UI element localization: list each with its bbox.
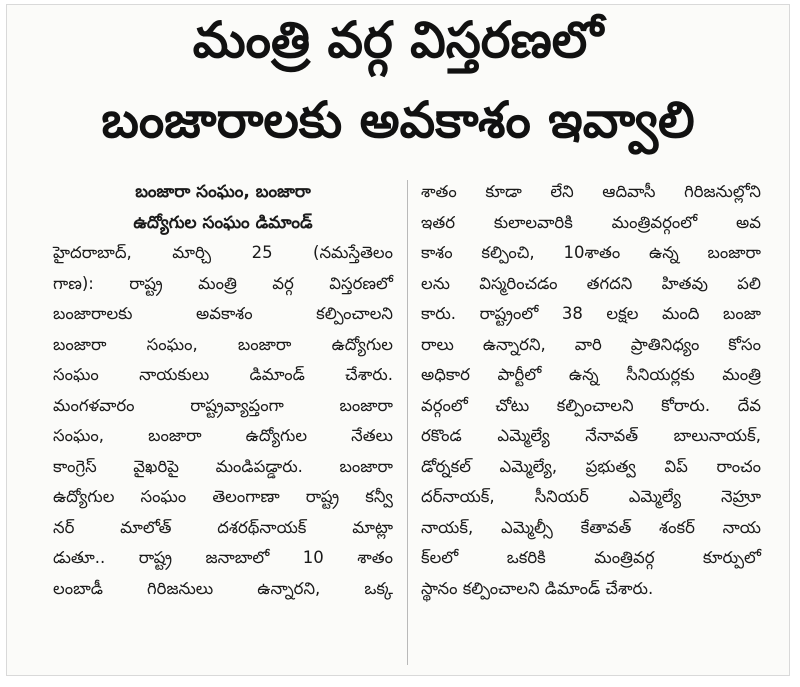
body-text-line: బంజారాలకు అవకాశం కల్పించాలని (53, 304, 393, 323)
column-divider (407, 180, 408, 665)
body-text-line: బంజారా సంఘం, బంజారా ఉద్యోగుల (53, 334, 393, 354)
body-text-line: స్థానం కల్పించాలని డిమాండ్ చేశారు. (421, 578, 654, 598)
body-text-line: కాంగ్రెస్ వైఖరిపై మండిపడ్డారు. బంజారా (53, 456, 393, 476)
body-text-line: శాతం కూడా లేని ఆదివాసీ గిరిజనుల్లోని (421, 182, 761, 201)
body-text-line: రకొండ ఎమ్మెల్యే నేనావత్ బాలునాయక్, (421, 426, 761, 445)
subheading-line-1: బంజారా సంఘం, బంజారా (135, 182, 311, 202)
body-text-line: గాణ): రాష్ట్ర మంత్రి వర్గ విస్తరణలో (53, 273, 393, 293)
body-text-line: ఉద్యోగుల సంఘం తెలంగాణా రాష్ట్ర కన్వీ (53, 487, 393, 506)
body-text-line: సంఘం నాయకులు డిమాండ్ చేశారు. (53, 365, 393, 384)
body-text-line: దర్‌నాయక్, సీనియర్ ఎమ్మెల్యే నెహ్రూ (421, 487, 761, 506)
body-text-line: మంగళవారం రాష్ట్రవ్యాప్తంగా బంజారా (53, 395, 393, 415)
subheading-line-2: ఉద్యోగుల సంఘం డిమాండ్ (133, 212, 313, 233)
body-text-line: సంఘం, బంజారా ఉద్యోగుల నేతలు (53, 426, 393, 445)
article-column-left (53, 177, 393, 604)
body-text-line: రాలు ఉన్నారని, వారి ప్రాతినిధ్యం కోసం (421, 334, 761, 354)
body-text-line: ఇతర కులాలవారికి మంత్రివర్గంలో అవ (421, 212, 761, 232)
body-text-line: కాశం కల్పించి, 10శాతం ఉన్న బంజారా (421, 243, 761, 262)
body-text-line: లను విస్మరించడం తగదని హితవు పలి (421, 273, 761, 293)
body-text-line: నర్ మాలోత్ దశరథ్‌నాయక్ మాట్లా (53, 517, 393, 537)
body-text-line: లంబాడీ గిరిజనులు ఉన్నారని, ఒక్క (53, 578, 393, 598)
body-text-line: అధికార పార్టీలో ఉన్న సీనియర్లకు మంత్రి (421, 365, 761, 384)
body-text-line: నాయక్, ఎమ్మెల్సీ కేతావత్ శంకర్ నాయ (421, 517, 761, 537)
body-text-line: డోర్నకల్ ఎమ్మెల్యే, ప్రభుత్వ విప్ రాంచం (421, 456, 761, 476)
body-text-line: డుతూ.. రాష్ట్ర జనాబాలో 10 శాతం (53, 548, 393, 567)
headline-line-1: మంత్రి వర్గ విస్తరణలో (192, 11, 604, 69)
body-text-line: కారు. రాష్ట్రంలో 38 లక్షల మంది బంజా (421, 304, 761, 323)
newspaper-clipping (6, 4, 790, 676)
body-text-line: క్‌లలో ఒకరికి మంత్రివర్గ కూర్పులో (421, 548, 761, 567)
body-text-line: వర్గంలో చోటు కల్పించాలని కోరారు. దేవ (421, 395, 761, 415)
body-text-line: హైదరాబాద్, మార్చి 25 (నమస్తేతెలం (53, 243, 393, 262)
article-column-right (421, 177, 761, 604)
headline-line-2: బంజారాలకు అవకాశం ఇవ్వాలి (101, 91, 695, 149)
